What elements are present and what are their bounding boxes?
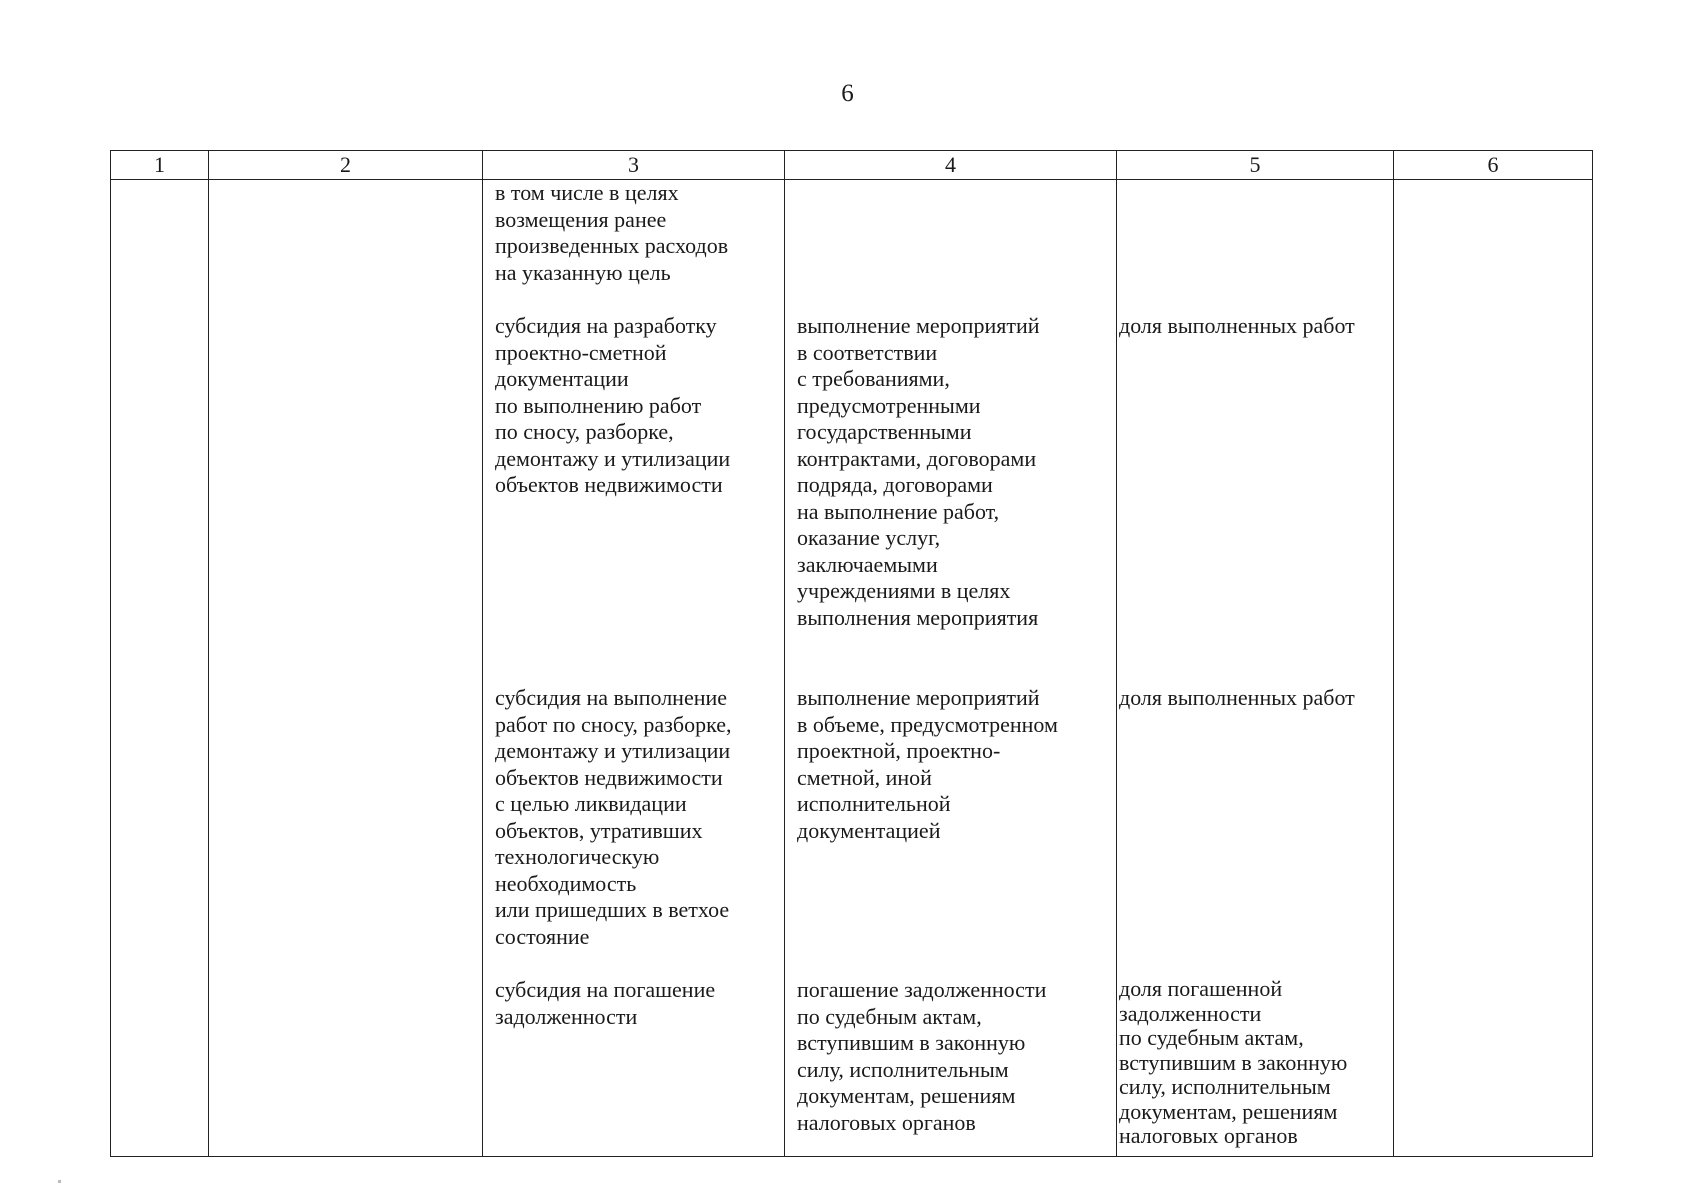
column-header-5: 5	[1117, 151, 1394, 180]
subsidy-text-design-documentation: субсидия на разработку проектно-сметной документации по выполнению работ по сносу, разборке, демонтажу и утилизации объектов недвижимости	[495, 313, 731, 497]
result-text-debt-repayment: погашение задолженности по судебным актам, вступившим в законную силу, исполнительным документам, решениям налоговых органов	[797, 977, 1047, 1135]
cell-col-2	[209, 180, 483, 1157]
scan-speck	[58, 1180, 61, 1183]
indicator-text-work-share-1: доля выполненных работ	[1119, 313, 1355, 338]
column-header-2: 2	[209, 151, 483, 180]
indicator-text-debt-share: доля погашенной задолженности по судебным актам, вступившим в законную силу, исполнительным документам, решениям налоговых органов	[1119, 976, 1348, 1148]
subsidy-text-debt-repayment: субсидия на погашение задолженности	[495, 977, 716, 1029]
column-header-6: 6	[1394, 151, 1593, 180]
column-header-3: 3	[483, 151, 785, 180]
indicators-table	[110, 150, 1593, 1157]
column-header-4: 4	[785, 151, 1117, 180]
cell-col-6	[1394, 180, 1593, 1157]
cell-col-1	[111, 180, 209, 1157]
table-header-row	[111, 151, 1593, 180]
subsidy-text-reimbursement: в том числе в целях возмещения ранее произведенных расходов на указанную цель	[495, 180, 729, 285]
cell-col-4	[785, 180, 1117, 1157]
cell-col-3	[483, 180, 785, 1157]
table-row	[111, 180, 1593, 1157]
column-header-1: 1	[111, 151, 209, 180]
page-number: 6	[841, 80, 854, 107]
subsidy-text-demolition-works: субсидия на выполнение работ по сносу, разборке, демонтажу и утилизации объектов недвижимости с целью ликвидации объектов, утративших технологическую необходимость или пришедших в ветхое состояние	[495, 685, 732, 949]
result-text-contracts: выполнение мероприятий в соответствии с требованиями, предусмотренными государственными контрактами, договорами подряда, договорами на выполнение работ, оказание услуг, заключаемыми учреждениями в целях выполнения мероприятия	[797, 313, 1040, 630]
cell-col-5	[1117, 180, 1394, 1157]
result-text-project-volume: выполнение мероприятий в объеме, предусмотренном проектной, проектно- сметной, иной исполнительной документацией	[797, 685, 1058, 843]
indicator-text-work-share-2: доля выполненных работ	[1119, 685, 1355, 710]
